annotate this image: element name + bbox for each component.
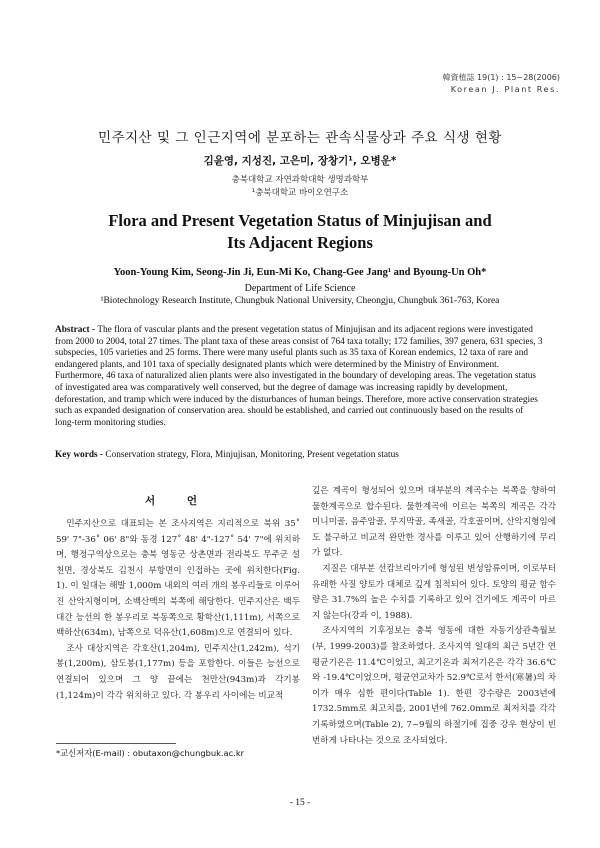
right-column	[312, 484, 556, 749]
abstract-label: Abstract -	[55, 325, 98, 335]
abstract-text: The flora of vascular plants and the present vegetation status of Minjujisan and its adjacent regions were investigated from 2000 to 2004, total 27 times. The plant taxa of these areas consist of 764 taxa totally; 172 families, 397 genera, 631 species, 3 subspecies, 105 varieties and 25 forms. There were many useful plants such as 35 taxa of Korean endemics, 12 taxa of rare and endangered plants, and 101 taxa of specially designated plants which were determined by the Ministry of Environment. Furthermore, 46 taxa of naturalized alien plants were also investigated in the boundary of developing areas. The vegetation status of investigated area was comparatively well conserved, but the degree of damage was increasing rapidly by development, deforestation, and tramp which were induced by the disturbances of human beings. Therefore, more active conservation strategies such as expanded designation of conservation area. should be established, and carried out continuously based on the results of long-term monitoring studies.	[55, 325, 543, 428]
korean-affiliation-1: 충북대학교 자연과학대학 생명과학부	[231, 175, 369, 185]
keywords-label: Key words -	[55, 450, 106, 460]
journal-header	[443, 72, 561, 96]
keywords-text: Conservation strategy, Flora, Minjujisan, Monitoring, Present vegetation status	[105, 450, 399, 460]
journal-name: Korean J. Plant Res.	[450, 85, 560, 94]
left-column	[56, 517, 300, 704]
english-title	[0, 210, 600, 254]
left-paragraph-2: 조사 대상지역은 각호산(1,204m), 민주지산(1,242m), 석기봉(1,200m), 삼도봉(1,177m) 등을 포함한다. 이들은 능선으로 연결되어 있으며 그 양 끝에는 천만산(943m)과 각기봉(1,124m)이 각각 위치하고 있다. 각 봉우리 사이에는 비교적	[56, 643, 300, 701]
section-heading: 서 언	[145, 495, 211, 507]
korean-authors: 김윤영, 지성진, 고은미, 장창기¹, 오병운*	[203, 155, 397, 167]
korean-title: 민주지산 및 그 인근지역에 분포하는 관속식물상과 주요 식생 현황	[98, 130, 502, 146]
korean-affiliation-2: ¹충북대학교 바이오연구소	[251, 188, 349, 198]
left-paragraph-1: 민주지산으로 대표되는 본 조사지역은 지리적으로 북위 35˚ 59' 7"-36˚ 06' 8"와 동경 127˚ 48' 4"-127˚ 54' 7"에 위치하며, 행정구역상으로는 충북 영동군 상촌면과 전라북도 무주군 설천면, 경상북도 김천시 부항면이 인접하는 곳에 위치한다(Fig. 1). 이 일대는 해발 1,000m 내외의 여러 개의 봉우리들로 이루어진 산악지형이며, 소백산맥의 북쪽에 해당한다. 민주지산은 백두대간 능선의 한 봉우리로 북동쪽으로 황학산(1,111m), 서쪽으로 백하산(634m), 남쪽으로 덕유산(1,608m)으로 연결되어 있다.	[56, 519, 300, 639]
right-paragraph-2: 지질은 대부분 선캄브리아기에 형성된 변성암류이며, 이로부터 유래한 사질 양토가 대체로 깊게 침적되어 있다. 토양의 평균 함수량은 31.7%의 높은 수치를 기록하고 있어 건기에도 계곡이 마르지 않는다(강과 이, 1988).	[312, 563, 556, 621]
page-number: - 15 -	[289, 798, 311, 808]
english-authors: Yoon-Young Kim, Seong-Jin Ji, Eun-Mi Ko, Chang-Gee Jang¹ and Byoung-Un Oh*	[113, 267, 487, 278]
keywords	[55, 450, 545, 460]
abstract	[55, 325, 545, 429]
journal-citation: 韓資植誌 19(1) : 15~28(2006)	[442, 73, 560, 82]
footnote: *교신저자(E-mail) : obutaxon@chungbuk.ac.kr	[56, 748, 245, 758]
right-paragraph-1: 깊은 계곡이 형성되어 있으며 대부분의 계곡수는 북쪽을 향하여 물한계곡으로 합수된다. 물한계곡에 이르는 북쪽의 계곡은 각각 미니미골, 음주암골, 무지막골, 족새골, 각호골이며, 산악지형임에도 불구하고 비교적 완만한 경사를 이루고 있어 산행하기에 무리가 없다.	[312, 486, 556, 559]
footnote-rule	[56, 743, 176, 744]
right-paragraph-3: 조사지역의 기후정보는 충북 영동에 대한 자동기상관측월보(부, 1999-2003)를 참조하였다. 조사지역 일대의 최근 5년간 연평균기온은 11.4℃이었고, 최고기온과 최저기온은 각각 36.6℃와 -19.4℃이었으며, 평균연교차가 52.9℃로서 한서(寒暑)의 차이가 매우 심한 편이다(Table 1). 한편 강수량은 2003년에 1732.5mm로 최고치를, 2001년에 762.0mm로 최저치를 각각 기록하였으며(Table 2), 7~9월의 하절기에 집중 강우 현상이 빈번하게 나타나는 것으로 조사되었다.	[312, 626, 556, 746]
english-title-line-1: Flora and Present Vegetation Status of Minjujisan and	[108, 211, 492, 230]
institute: ¹Biotechnology Research Institute, Chungbuk National University, Cheongju, Chungbuk 361-763, Korea	[100, 296, 500, 306]
english-title-line-2: Its Adjacent Regions	[227, 233, 373, 252]
department: Department of Life Science	[244, 283, 356, 294]
